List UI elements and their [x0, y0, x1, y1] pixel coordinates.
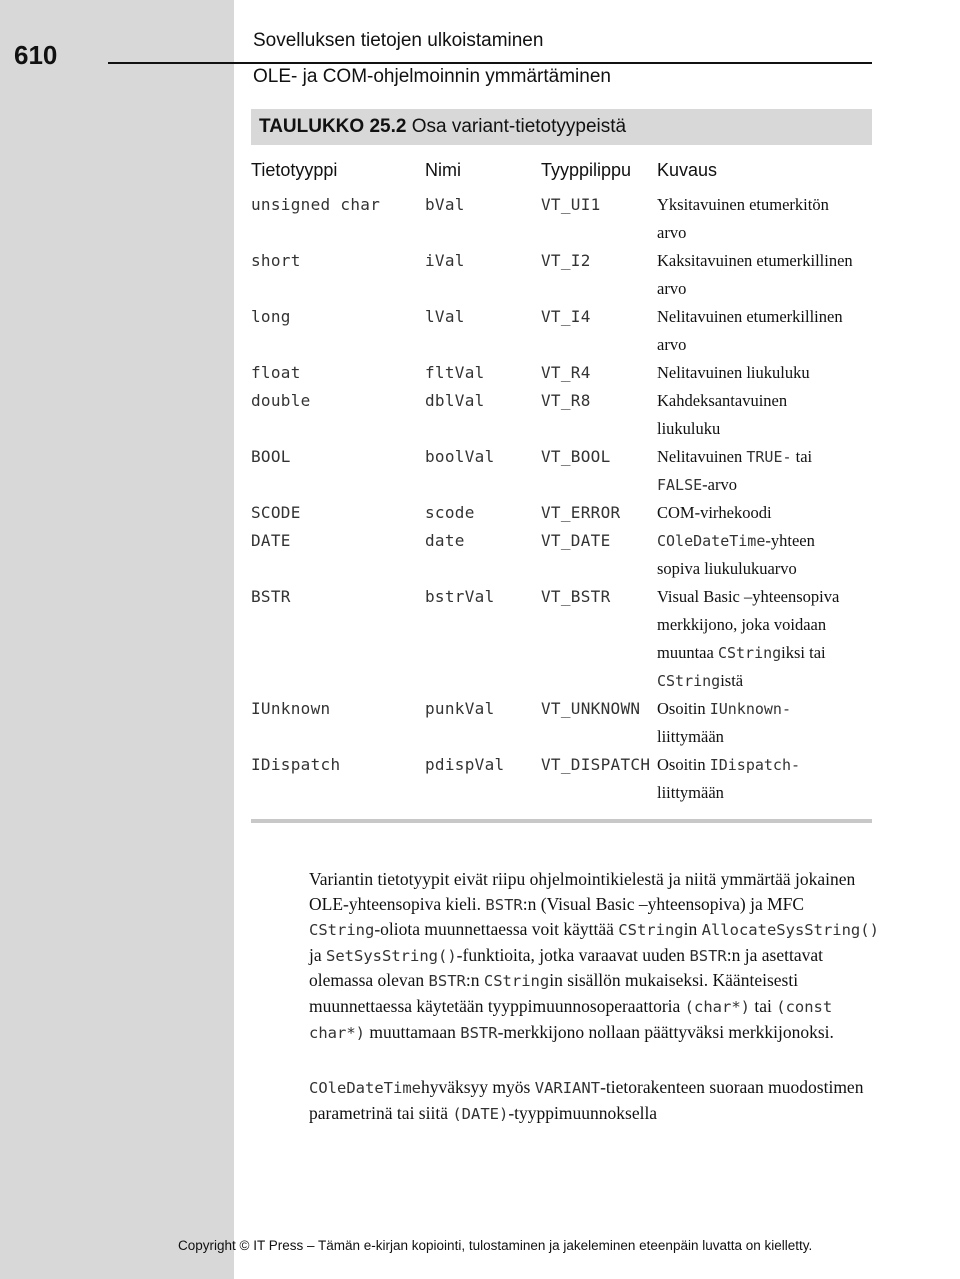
- table-row: [251, 443, 872, 499]
- cell-flag: VT_UI1: [541, 195, 601, 214]
- cell-type: IDispatch: [251, 755, 341, 774]
- copyright-footer: Copyright © IT Press – Tämän e-kirjan kopiointi, tulostaminen ja jakeleminen eteenpäin luvatta on kielletty.: [178, 1238, 813, 1253]
- cell-type: long: [251, 307, 291, 326]
- cell-flag: VT_DATE: [541, 531, 611, 550]
- table-caption-text: Osa variant-tietotyypeistä: [411, 116, 627, 137]
- page-number: 610: [14, 40, 58, 70]
- cell-description: Visual Basic –yhteensopiva merkkijono, joka voidaan muuntaa CStringiksi tai CStringistä: [657, 587, 840, 690]
- cell-type: unsigned char: [251, 195, 381, 214]
- header-rule: [108, 62, 872, 64]
- cell-description: Osoitin IDispatch- liittymään: [657, 755, 801, 802]
- table-caption-label: TAULUKKO 25.2: [259, 116, 407, 137]
- table-row: [251, 751, 872, 807]
- cell-flag: VT_R4: [541, 363, 591, 382]
- column-header-name: Nimi: [425, 160, 461, 180]
- cell-type: short: [251, 251, 301, 270]
- cell-name: punkVal: [425, 699, 495, 718]
- variant-types-table: [251, 191, 872, 807]
- cell-description: COleDateTime-yhteen sopiva liukulukuarvo: [657, 531, 815, 578]
- table-row: [251, 583, 872, 695]
- cell-type: SCODE: [251, 503, 301, 522]
- cell-name: bstrVal: [425, 587, 495, 606]
- left-margin-bar: [0, 0, 234, 1279]
- body-paragraph-1: Variantin tietotyypit eivät riipu ohjelmointikielestä ja niitä ymmärtää jokainen OLE-yhteensopiva kieli. BSTR:n (Visual Basic –yhteensopiva) ja MFC CString-oliota muunnettaessa voit käyttää CStringin AllocateSysString() ja SetSysString()-funktioita, jotka varaavat uuden BSTR:n ja asettavat olemassa olevan BSTR:n CStringin sisällön mukaiseksi. Käänteisesti muunnettaessa käytetään tyyppimuunnosoperaattoria (char*) tai (const char*) muuttamaan BSTR-merkkijono nollaan päättyväksi merkkijonoksi.: [309, 869, 879, 1042]
- table-row: [251, 387, 872, 443]
- cell-name: scode: [425, 503, 475, 522]
- body-paragraph-2: COleDateTimehyväksyy myös VARIANT-tietorakenteen suoraan muodostimen parametrinä tai siitä (DATE)-tyyppimuunnoksella: [309, 1077, 864, 1123]
- table-caption: [251, 109, 872, 145]
- cell-flag: VT_ERROR: [541, 503, 621, 522]
- running-title: Sovelluksen tietojen ulkoistaminen: [253, 30, 544, 51]
- cell-flag: VT_DISPATCH: [541, 755, 651, 774]
- cell-type: BSTR: [251, 587, 291, 606]
- cell-description: Yksitavuinen etumerkitön arvo: [657, 195, 829, 242]
- cell-name: pdispVal: [425, 755, 505, 774]
- column-header-flag: Tyyppilippu: [541, 160, 632, 180]
- table-row: [251, 303, 872, 359]
- cell-flag: VT_UNKNOWN: [541, 699, 641, 718]
- cell-type: double: [251, 391, 311, 410]
- running-subtitle: OLE- ja COM-ohjelmoinnin ymmärtäminen: [253, 66, 611, 87]
- table-row: [251, 527, 872, 583]
- cell-name: bVal: [425, 195, 465, 214]
- column-header-type: Tietotyyppi: [251, 160, 338, 180]
- cell-description: COM-virhekoodi: [657, 503, 772, 522]
- cell-flag: VT_BSTR: [541, 587, 611, 606]
- table-row: [251, 247, 872, 303]
- cell-name: date: [425, 531, 465, 550]
- cell-name: dblVal: [425, 391, 485, 410]
- table-bottom-rule: [251, 819, 872, 823]
- cell-name: fltVal: [425, 363, 485, 382]
- cell-description: Kaksitavuinen etumerkillinen arvo: [657, 251, 853, 298]
- cell-flag: VT_R8: [541, 391, 591, 410]
- table-row: [251, 191, 872, 247]
- cell-name: boolVal: [425, 447, 495, 466]
- cell-type: IUnknown: [251, 699, 331, 718]
- table-row: [251, 499, 872, 527]
- cell-description: Nelitavuinen liukuluku: [657, 363, 810, 382]
- cell-flag: VT_I2: [541, 251, 591, 270]
- cell-name: lVal: [425, 307, 465, 326]
- table-row: [251, 359, 872, 387]
- cell-type: float: [251, 363, 301, 382]
- cell-type: BOOL: [251, 447, 291, 466]
- cell-flag: VT_BOOL: [541, 447, 611, 466]
- cell-type: DATE: [251, 531, 291, 550]
- cell-flag: VT_I4: [541, 307, 591, 326]
- cell-description: Nelitavuinen TRUE- tai FALSE-arvo: [657, 447, 813, 494]
- cell-description: Osoitin IUnknown- liittymään: [657, 699, 791, 746]
- table-row: [251, 695, 872, 751]
- cell-description: Kahdeksantavuinen liukuluku: [657, 391, 788, 438]
- cell-name: iVal: [425, 251, 465, 270]
- column-header-description: Kuvaus: [657, 160, 718, 180]
- cell-description: Nelitavuinen etumerkillinen arvo: [657, 307, 843, 354]
